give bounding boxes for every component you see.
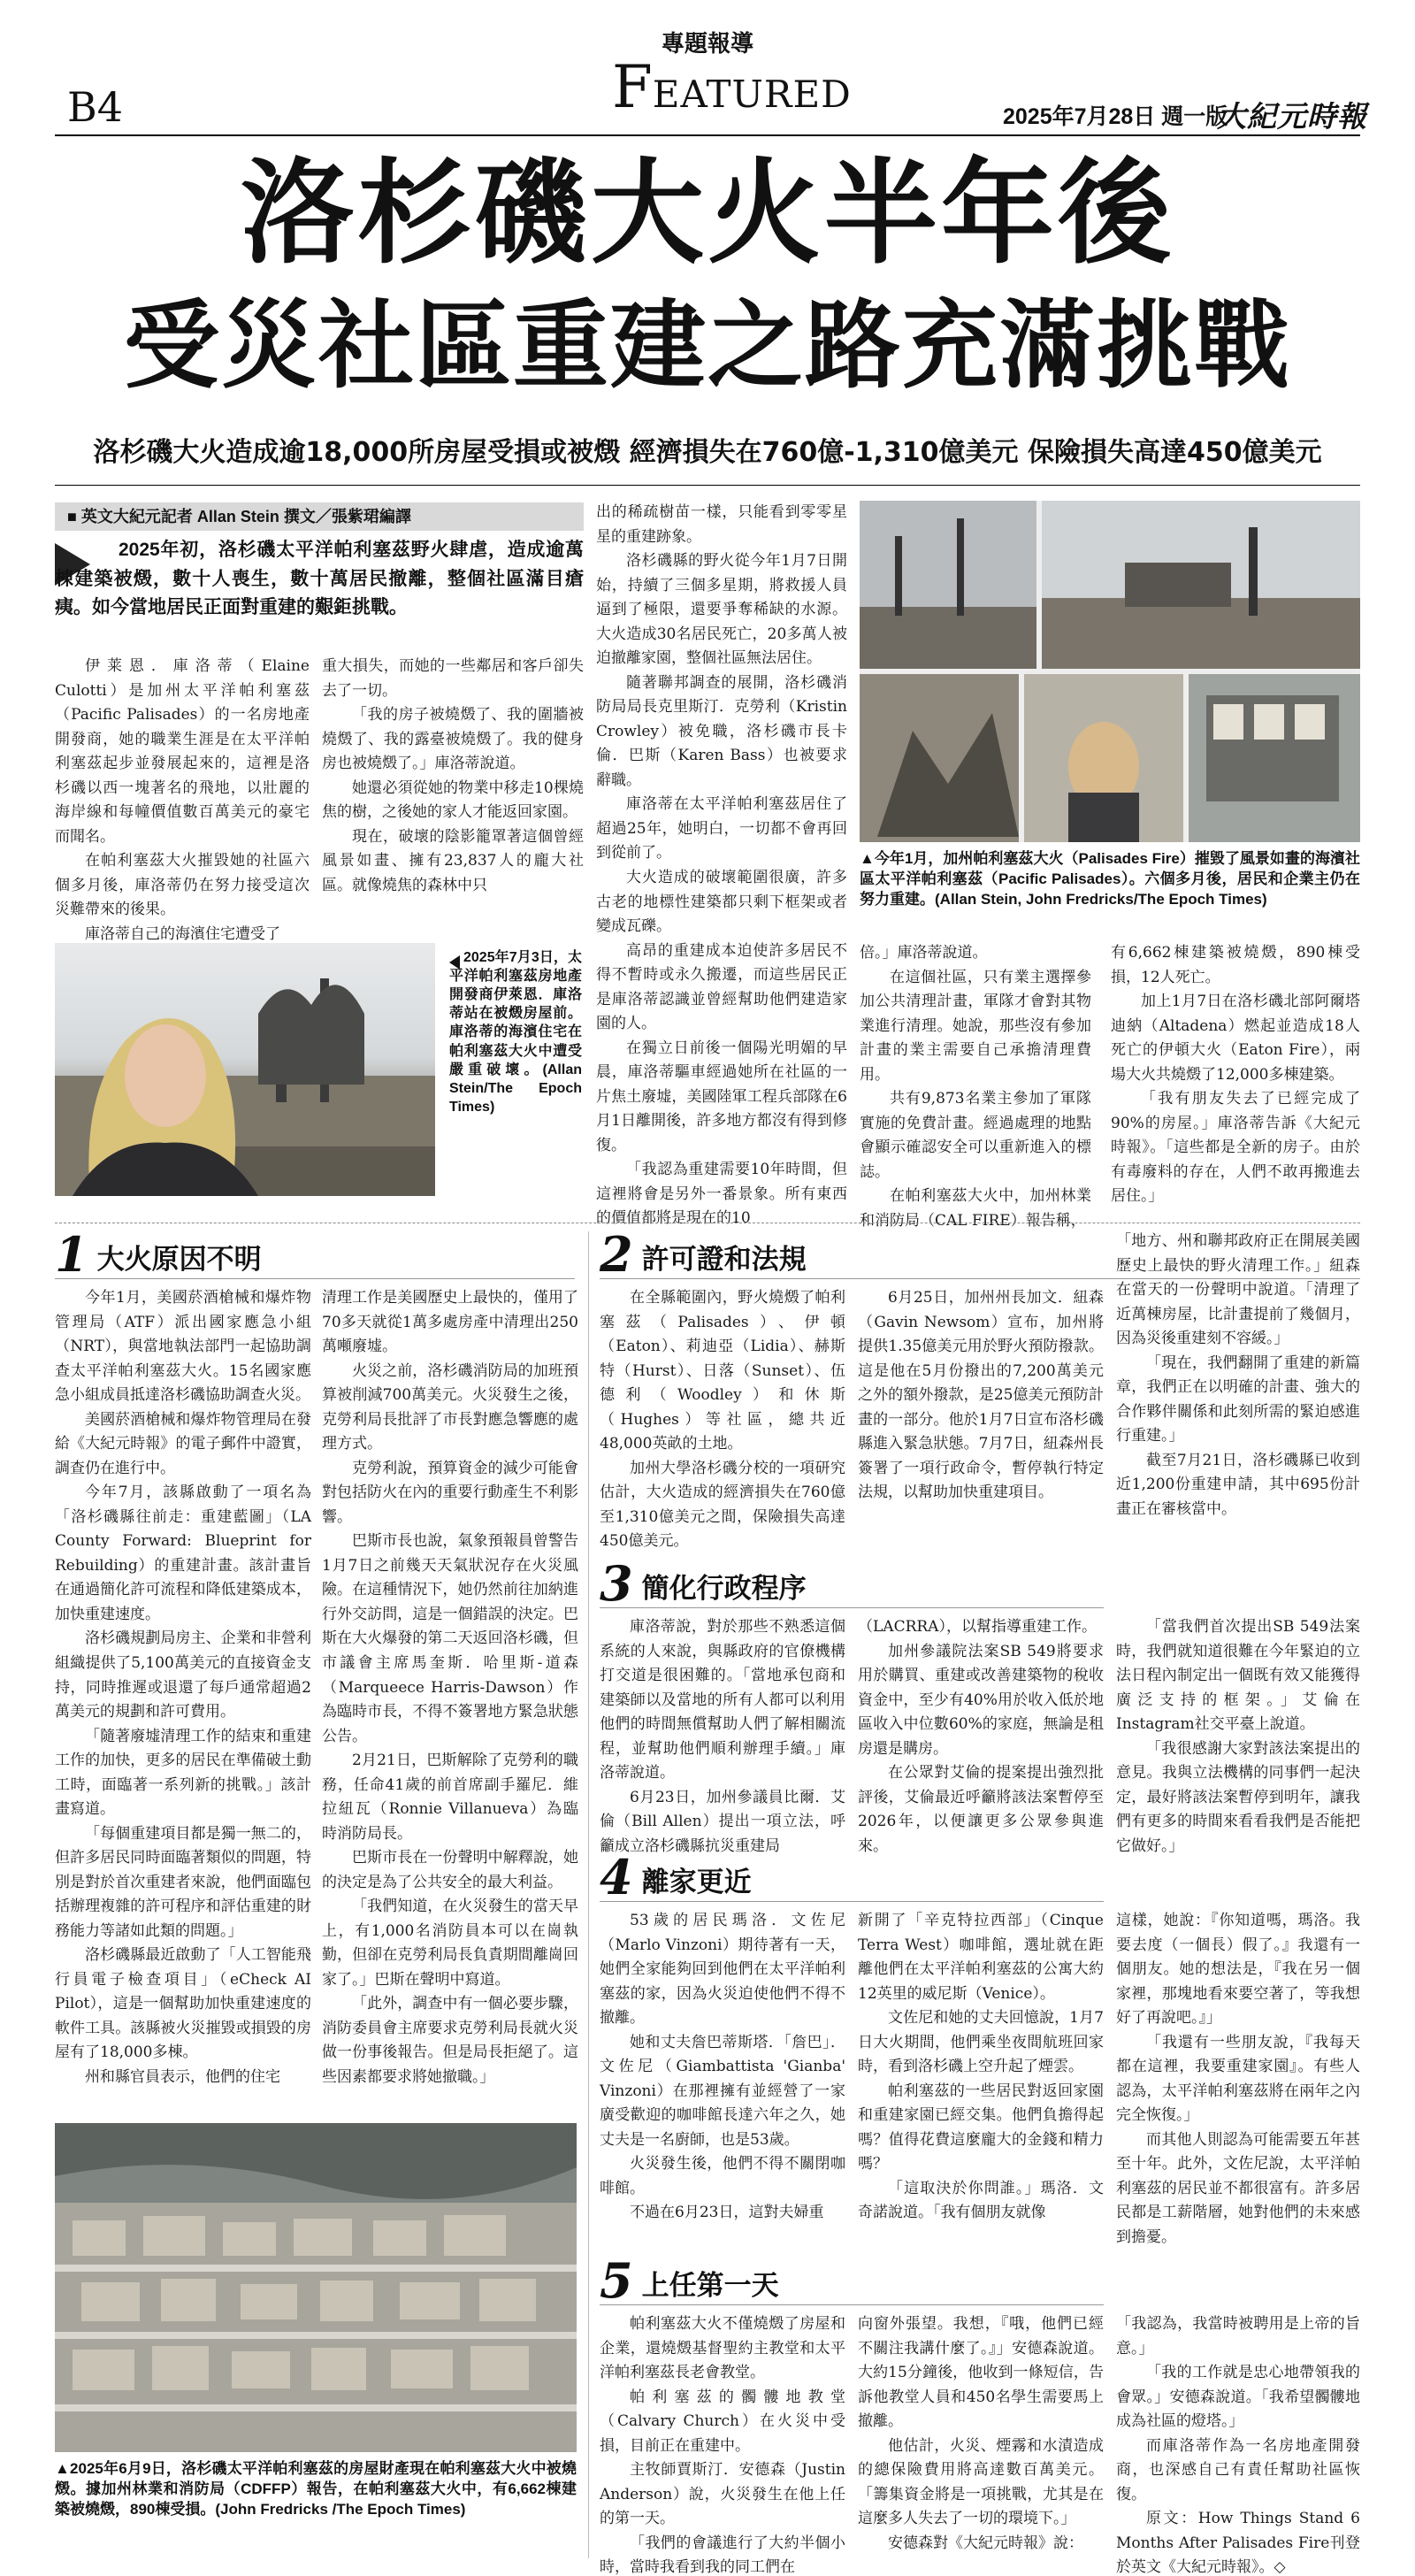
intro-col-3 <box>596 501 847 1231</box>
s5-col-3 <box>1116 2312 1360 2576</box>
s1-paragraph: 2月21日，巴斯解除了克勞利的職務，任命41歲的前首席副手羅尼．維拉紐瓦（Ronnie Villanueva）為臨時消防局長。 <box>322 1752 578 1843</box>
section-2-title: 許可證和法規 <box>641 1243 807 1276</box>
s5-paragraph: 帕利塞茲的髑髏地教堂（Calvary Church）在火災中受損，目前正在重建中。 <box>600 2388 845 2455</box>
s4-paragraph: 「這取決於你問誰。」瑪洛．文奇諾說道。「我有個朋友就像 <box>858 2179 1104 2222</box>
s1-paragraph: 美國菸酒槍械和爆炸物管理局在發給《大紀元時報》的電子郵件中證實，調查仍在進行中。 <box>55 1410 311 1477</box>
s4-paragraph: 新開了「辛克特拉西部」（Cinque Terra West）咖啡館，選址就在距離他們在太平洋帕利塞茲的公寓大約12英里的威尼斯（Venice）。 <box>858 1912 1104 2003</box>
page-number: B4 <box>67 83 124 131</box>
intro-paragraph: 在帕利塞茲大火中，加州林業和消防局（CAL FIRE）報告稱， <box>860 1187 1091 1230</box>
s2-col-3 <box>1116 1230 1360 1522</box>
s5-paragraph: 他估計，火災、煙霧和水漬造成的總保險費用將高達數百萬美元。「籌集資金將是一項挑戰，尤其是在這麼多人失去了一切的環境下。」 <box>858 2436 1104 2528</box>
s2-paragraph: 截至7月21日，洛杉磯縣已收到近1,200份重建申請，其中695份計畫正在審核當中。 <box>1116 1451 1360 1518</box>
s1-paragraph: 巴斯市長在一份聲明中解釋說，她的決定是為了公共安全的最大利益。 <box>322 1849 578 1891</box>
s5-paragraph: 「我們的會議進行了大約半個小時，當時我看到我的同工們在 <box>600 2534 845 2576</box>
intro-paragraph: 庫洛蒂在太平洋帕利塞茲居住了超過25年，她明白，一切都不會再回到從前了。 <box>596 795 847 862</box>
s5-paragraph: 安德森對《大紀元時報》說： <box>888 2534 1083 2552</box>
issue-date: 2025年7月28日 週一版 <box>1003 104 1228 129</box>
section-label <box>612 27 852 124</box>
section-4 <box>600 1849 1104 1905</box>
section-2-number: 2 <box>600 1226 633 1283</box>
intro-paragraph: 重大損失，而她的一些鄰居和客戶卻失去了一切。 <box>322 657 584 700</box>
s3-paragraph: 庫洛蒂說，對於那些不熟悉這個系統的人來說，與縣政府的官僚機構打交道是很困難的。「當地承包商和建築師以及當地的所有人都可以利用他們的時間無償幫助人們了解相關流程，並幫助他們順利辦理手續。」庫洛蒂說道。 <box>600 1618 845 1782</box>
intro-paragraph: 加上1月7日在洛杉磯北部阿爾塔迪納（Altadena）燃起並造成18人死亡的伊頓大火（Eaton Fire），兩場大火共燒燬了12,000多棟建築。 <box>1111 993 1360 1084</box>
intro-paragraph: 「我有朋友失去了已經完成了90%的房屋。」庫洛蒂告訴《大紀元時報》。「這些都是全新的房子。由於有毒廢料的存在，人們不敢再搬進去居住。」 <box>1111 1090 1360 1206</box>
portrait-caption: 2025年7月3日，太平洋帕利塞茲房地產開發商伊萊恩．庫洛蒂站在被燬房屋前。庫洛蒂的海濱住宅在帕利塞茲大火中遭受嚴重破壞。(Allan Stein/The Epoch Times) <box>449 950 582 1115</box>
s1-paragraph: 洛杉磯縣最近啟動了「人工智能飛行員電子檢查項目」（eCheck AI Pilot），這是一個幫助加快重建速度的軟件工具。該縣被火災摧毀或損毀的房屋有了18,000多棟。 <box>55 1946 311 2062</box>
s5-col-1 <box>600 2312 845 2576</box>
s1-col-2 <box>322 1286 578 2090</box>
page-header <box>0 0 1415 142</box>
s1-paragraph: 今年7月，該縣啟動了一項名為「洛杉磯縣往前走：重建藍圖」（LA County Forward: Blueprint for Rebuilding）的重建計畫。該計畫旨在通過簡化許可流程和降低建築成本，加快重建速度。 <box>55 1484 311 1623</box>
s4-paragraph: 火災發生後，他們不得不關閉咖啡館。 <box>600 2155 845 2197</box>
portrait-photo-illustration <box>55 943 435 1196</box>
portrait-photo <box>55 943 435 1196</box>
aerial-caption: ▲2025年6月9日，洛杉磯太平洋帕利塞茲的房屋財產現在帕利塞茲大火中被燒燬。據加州林業和消防局（CDFFP）報告，在帕利塞茲大火中，有6,662棟建築被燒燬，890棟受損。(John Fredricks /The Epoch Times) <box>55 2460 577 2518</box>
headline-line1: 洛杉磯大火半年後 <box>240 148 1174 280</box>
s2-paragraph: 「現在，我們翻開了重建的新篇章，我們正在以明確的計畫、強大的合作夥伴關係和此刻所需的緊迫感進行重建。」 <box>1116 1353 1360 1445</box>
s3-col-3 <box>1116 1615 1360 1859</box>
s5-paragraph: 「我認為，我當時被聘用是上帝的旨意。」 <box>1116 2315 1360 2358</box>
s4-paragraph: 「我還有一些朋友說，『我每天都在這裡，我要重建家園』。有些人認為，太平洋帕利塞茲將在兩年之內完全恢復。」 <box>1116 2033 1360 2125</box>
column-divider <box>588 1231 589 2558</box>
s2-paragraph: 「地方、州和聯邦政府正在開展美國歷史上最快的野火清理工作。」紐森在當天的一份聲明中說道。「清理了近萬棟房屋，比計畫提前了幾個月，因為災後重建刻不容緩。」 <box>1116 1232 1360 1348</box>
s2-col-1 <box>600 1286 845 1554</box>
section-1-heading <box>55 1226 575 1283</box>
s4-col-3 <box>1116 1909 1360 2250</box>
s4-col-1 <box>600 1909 845 2226</box>
s4-paragraph: 不過在6月23日，這對夫婦重 <box>630 2204 824 2222</box>
intro-paragraph: 高昂的重建成本迫使許多居民不得不暫時或永久搬遷，而這些居民正是庫洛蒂認識並曾經幫助他們建造家園的人。 <box>596 941 847 1033</box>
s1-paragraph: 巴斯市長也說，氣象預報員曾警告1月7日之前幾天天氣狀況存在火災風險。在這種情況下，她仍然前往加納進行外交訪問，這是一個錯誤的決定。巴斯在大火爆發的第二天返回洛杉磯，但市議會主席馬奎斯．哈里斯-道森（Marqueece Harris-Dawson）作為臨時市長，不得不簽署地方緊急狀態公告。 <box>322 1532 578 1745</box>
section-5 <box>600 2252 1104 2309</box>
header-rule <box>55 134 1360 136</box>
s1-paragraph: 洛杉磯規劃局房主、企業和非營利組織提供了5,100萬美元的直接資金支持，同時推遲或退還了每戶通常超過2萬美元的規劃和許可費用。 <box>55 1629 311 1721</box>
s3-paragraph: 加州參議院法案SB 549將要求用於購買、重建或改善建築物的稅收資金中，至少有40%用於收入低於地區收入中位數60%的家庭，無論是租房還是購房。 <box>858 1642 1104 1758</box>
s3-col-2 <box>858 1615 1104 1859</box>
section-5-number: 5 <box>600 2252 633 2309</box>
section-5-heading <box>600 2252 1104 2309</box>
masthead-logo: 大紀元時報 <box>1217 99 1367 134</box>
intro-col-5 <box>1111 941 1360 1209</box>
ruins-photo-collage <box>860 501 1360 842</box>
intro-paragraph: 隨著聯邦調查的展開，洛杉磯消防局局長克里斯汀．克勞利（Kristin Crowley）被免職，洛杉磯市長卡倫．巴斯（Karen Bass）也被要求辭職。 <box>596 673 847 789</box>
intro-paragraph: 在帕利塞茲大火摧毀她的社區六個多月後，庫洛蒂仍在努力接受這次災難帶來的後果。 <box>55 852 310 919</box>
subheadline: 洛杉磯大火造成逾18,000所房屋受損或被燬 經濟損失在760億-1,310億美元 保險損失高達450億美元 <box>93 437 1322 468</box>
intro-paragraph: 共有9,873名業主參加了軍隊實施的免費計畫。經過處理的地點會顯示確認安全可以重新進入的標誌。 <box>860 1090 1091 1181</box>
s1-paragraph: 「此外，調查中有一個必要步驟，消防委員會主席要求克勞利局長就火災做一份事後報告。但是局長拒絕了。這些因素都要求將她撤職。」 <box>322 1995 578 2086</box>
s4-paragraph: 而其他人則認為可能需要五年甚至十年。此外，文佐尼說，太平洋帕利塞茲的居民並不都很富有。許多居民都是工薪階層，她對他們的未來感到擔憂。 <box>1116 2130 1360 2246</box>
s1-paragraph: 「隨著廢墟清理工作的結束和重建工作的加快，更多的居民在準備破土動工時，面臨著一系列新的挑戰。」該計畫寫道。 <box>55 1727 311 1819</box>
intro-paragraph: 「我認為重建需要10年時間，但這裡將會是另外一番景象。所有東西的價值都將是現在的10 <box>596 1161 847 1228</box>
intro-paragraph: 有6,662棟建築被燒燬，890棟受損，12人死亡。 <box>1111 944 1360 986</box>
intro-paragraph: 在這個社區，只有業主選擇參加公共清理計畫，軍隊才會對其物業進行清理。她說，那些沒有參加計畫的業主需要自己承擔清理費用。 <box>860 968 1091 1084</box>
section-5-title: 上任第一天 <box>641 2269 779 2302</box>
s5-paragraph: 向窗外張望。我想，『哦，他們已經不關注我講什麼了。』」安德森說道。大約15分鐘後，他收到一條短信，告訴他教堂人員和450名學生需要馬上撤離。 <box>858 2315 1104 2431</box>
intro-paragraph: 「我的房子被燒燬了、我的圍牆被燒燬了、我的露臺被燒燬了。我的健身房也被燒燬了。」庫洛蒂說道。 <box>322 706 584 773</box>
section-4-title: 離家更近 <box>641 1866 752 1898</box>
s3-paragraph: 6月23日，加州參議員比爾．艾倫（Bill Allen）提出一項立法，呼籲成立洛杉磯縣抗災重建局 <box>600 1788 845 1855</box>
section-1-number: 1 <box>55 1226 88 1283</box>
s3-paragraph: 「我很感謝大家對該法案提出的意見。我與立法機構的同事們一起決定，最好將該法案暫停到明年，讓我們有更多的時間來看看我們是否能把它做好。」 <box>1116 1739 1360 1855</box>
s5-paragraph: 主牧師賈斯汀．安德森（Justin Anderson）說，火災發生在他上任的第一天。 <box>600 2461 845 2528</box>
intro-paragraph: 在獨立日前後一個陽光明媚的早晨，庫洛蒂驅車經過她所在社區的一片焦土廢墟，美國陸軍工程兵部隊在6月1日離開後，許多地方都沒有得到修復。 <box>596 1039 847 1154</box>
section-label-zh: 專題報導 <box>662 30 754 57</box>
s1-paragraph: 州和縣官員表示，他們的住宅 <box>85 2068 280 2086</box>
caption-triangle-icon: ▲ <box>55 2460 71 2477</box>
section-4-heading <box>600 1849 1104 1905</box>
caption-triangle-icon: ▲ <box>860 850 875 867</box>
intro-paragraph: 大火造成的破壞範圍很廣，許多古老的地標性建築都只剩下框架或者變成瓦礫。 <box>596 868 847 936</box>
headline-line2: 受災社區重建之路充滿挑戰 <box>123 291 1291 402</box>
s1-paragraph: 今年1月，美國菸酒槍械和爆炸物管理局（ATF）派出國家應急小組（NRT），與當地執法部門一起協助調查太平洋帕利塞茲大火。15名國家應急小組成員抵達洛杉磯協助調查火災。 <box>55 1289 311 1405</box>
section-1-title: 大火原因不明 <box>96 1243 262 1276</box>
s5-paragraph: 原文：How Things Stand 6 Months After Palisades Fire刊登於英文《大紀元時報》。◇ <box>1116 2510 1360 2576</box>
byline: ■ 英文大紀元記者 Allan Stein 撰文／張紫珺編譯 <box>55 502 584 531</box>
s4-paragraph: 文佐尼和她的丈夫回憶說，1月7日大火期間，他們乘坐夜間航班回家時，看到洛杉磯上空升起了煙雲。 <box>858 2009 1104 2076</box>
s3-col-1 <box>600 1615 845 1859</box>
aerial-photo <box>55 2123 577 2452</box>
s4-paragraph: 她和丈夫詹巴蒂斯塔．「詹巴」．文佐尼（Giambattista 'Gianba' Vinzoni）在那裡擁有並經營了一家廣受歡迎的咖啡館長達六年之久，她丈夫是一名廚師，也是53歲。 <box>600 2033 845 2149</box>
s1-paragraph: 「我們知道，在火災發生的當天早上，有1,000名消防員本可以在崗執勤，但卻在克勞利局長負責期間離崗回家了。」巴斯在聲明中寫道。 <box>322 1898 578 1989</box>
s1-col-1 <box>55 1286 311 2090</box>
s2-col-2 <box>858 1286 1104 1506</box>
s4-col-2 <box>858 1909 1104 2226</box>
section-3 <box>600 1555 1104 1612</box>
s4-paragraph: 這樣，她說：『你知道嗎，瑪洛。我要去度（一個長）假了。』我還有一個朋友。她的想法是，『我在另一個家裡，那塊地看來要空著了，等我想好了再說吧。』」 <box>1116 1912 1360 2028</box>
byline-square-icon: ■ <box>67 508 81 525</box>
section-label-en: FEATURED <box>612 53 852 121</box>
ruins-caption: ▲今年1月，加州帕利塞茲大火（Palisades Fire）摧毀了風景如畫的海濱社區太平洋帕利塞茲（Pacific Palisades）。六個多月後，居民和企業主仍在努力重建。(Allan Stein, John Fredricks/The Epoch Times) <box>860 850 1361 908</box>
lead-paragraph: 2025年初，洛杉磯太平洋帕利塞茲野火肆虐，造成逾萬棟建築被燬，數十人喪生，數十萬居民撤離，整個社區滿目瘡痍。如今當地居民正面對重建的艱鉅挑戰。 <box>55 540 584 618</box>
section-3-heading <box>600 1555 1104 1612</box>
intro-col-4 <box>860 941 1091 1233</box>
intro-paragraph: 倍。」庫洛蒂說道。 <box>860 944 988 962</box>
section-3-number: 3 <box>600 1555 633 1612</box>
intro-paragraph: 她還必須從她的物業中移走10棵燒焦的樹，之後她的家人才能返回家園。 <box>322 778 584 822</box>
s4-paragraph: 53歲的居民瑪洛．文佐尼（Marlo Vinzoni）期待著有一天，她們全家能夠回到他們在太平洋帕利塞茲的家，因為火災迫使他們不得不撤離。 <box>600 1912 845 2028</box>
s2-paragraph: 在全縣範圍內，野火燒燬了帕利塞茲（Palisades）、伊頓（Eaton）、莉迪亞（Lidia）、赫斯特（Hurst）、日落（Sunset）、伍德利（Woodley）和休斯（Hughes）等社區，總共近48,000英畝的土地。 <box>600 1289 845 1453</box>
s5-paragraph: 帕利塞茲大火不僅燒燬了房屋和企業，還燒燬基督聖約主教堂和太平洋帕利塞茲長老會教堂。 <box>600 2315 845 2382</box>
section-1 <box>55 1226 575 1283</box>
subhead-rule <box>55 485 1360 486</box>
s1-paragraph: 清理工作是美國歷史上最快的，僅用了70多天就從1萬多處房產中清理出250萬噸廢墟。 <box>322 1289 578 1356</box>
s5-col-2 <box>858 2312 1104 2556</box>
intro-paragraph: 庫洛蒂自己的海濱住宅遭受了 <box>85 924 280 943</box>
s2-paragraph: 加州大學洛杉磯分校的一項研究估計，大火造成的經濟損失在760億至1,310億美元之間，保險損失高達450億美元。 <box>600 1459 845 1551</box>
intro-paragraph: 現在，破壞的陰影籠罩著這個曾經風景如畫、擁有23,837人的龐大社區。就像燒焦的森林中只 <box>322 827 584 894</box>
aerial-photo-illustration <box>55 2123 577 2452</box>
section-3-title: 簡化行政程序 <box>641 1572 807 1605</box>
s3-paragraph: （LACRRA），以幫指導重建工作。 <box>858 1618 1097 1636</box>
intro-paragraph: 洛杉磯縣的野火從今年1月7日開始，持續了三個多星期，將救援人員逼到了極限，還要爭奪稀缺的水源。大火造成30名居民死亡，20多萬人被迫撤離家園，整個社區無法居住。 <box>596 552 847 668</box>
s5-paragraph: 「我的工作就是忠心地帶領我的會眾。」安德森說道。「我希望髑髏地成為社區的燈塔。」 <box>1116 2364 1360 2431</box>
intro-paragraph: 出的稀疏樹苗一樣，只能看到零零星星的重建跡象。 <box>596 503 847 546</box>
s4-paragraph: 帕利塞茲的一些居民對返回家園和重建家園已經交集。他們負擔得起嗎？值得花費這麼龐大的金錢和精力嗎？ <box>858 2082 1104 2174</box>
s5-paragraph: 而庫洛蒂作為一名房地產開發商，也深感自己有責任幫助社區恢復。 <box>1116 2436 1360 2503</box>
s1-paragraph: 克勞利說，預算資金的減少可能會對包括防火在內的重要行動產生不利影響。 <box>322 1459 578 1526</box>
section-4-number: 4 <box>600 1849 633 1905</box>
s2-paragraph: 6月25日，加州州長加文．紐森（Gavin Newsom）宣布，加州將提供1.35億美元用於野火預防撥款。這是他在5月份撥出的7,200萬美元之外的額外撥款，是25億美元預防計畫的一部分。他於1月7日宣布洛杉磯縣進入緊急狀態。7月7日，紐森州長簽署了一項行政命令，暫停執行特定法規，以幫助加快重建項目。 <box>858 1289 1104 1502</box>
s1-paragraph: 「每個重建項目都是獨一無二的，但許多居民同時面臨著類似的問題，特別是對於首次重建者來說，他們面臨包括辦理複雜的許可程序和評估重建的財務能力等諸如此類的問題。」 <box>55 1824 311 1940</box>
s3-paragraph: 在公眾對艾倫的提案提出強烈批評後，艾倫最近呼籲將該法案暫停至2026年，以便讓更多公眾參與進來。 <box>858 1764 1104 1855</box>
s3-paragraph: 「當我們首次提出SB 549法案時，我們就知道很難在今年緊迫的立法日程內制定出一個既有效又能獲得廣泛支持的框架。」艾倫在Instagram社交平臺上說道。 <box>1116 1618 1360 1734</box>
s1-paragraph: 火災之前，洛杉磯消防局的加班預算被削減700萬美元。火災發生之後，克勞利局長批評了市長對應急響應的處理方式。 <box>322 1361 578 1453</box>
intro-col-1 <box>55 655 310 947</box>
ruins-photo-illustration <box>860 501 1360 842</box>
intro-col-2 <box>322 655 584 898</box>
intro-paragraph: 伊莱恩．庫洛蒂（Elaine Culotti）是加州太平洋帕利塞茲（Pacific Palisades）的一名房地產開發商，她的職業生涯是在太平洋帕利塞茲起步並發展起來的，這裡是洛杉磯以西一塊著名的飛地，以壯麗的海岸線和每幢價值數百萬美元的豪宅而聞名。 <box>55 657 310 846</box>
